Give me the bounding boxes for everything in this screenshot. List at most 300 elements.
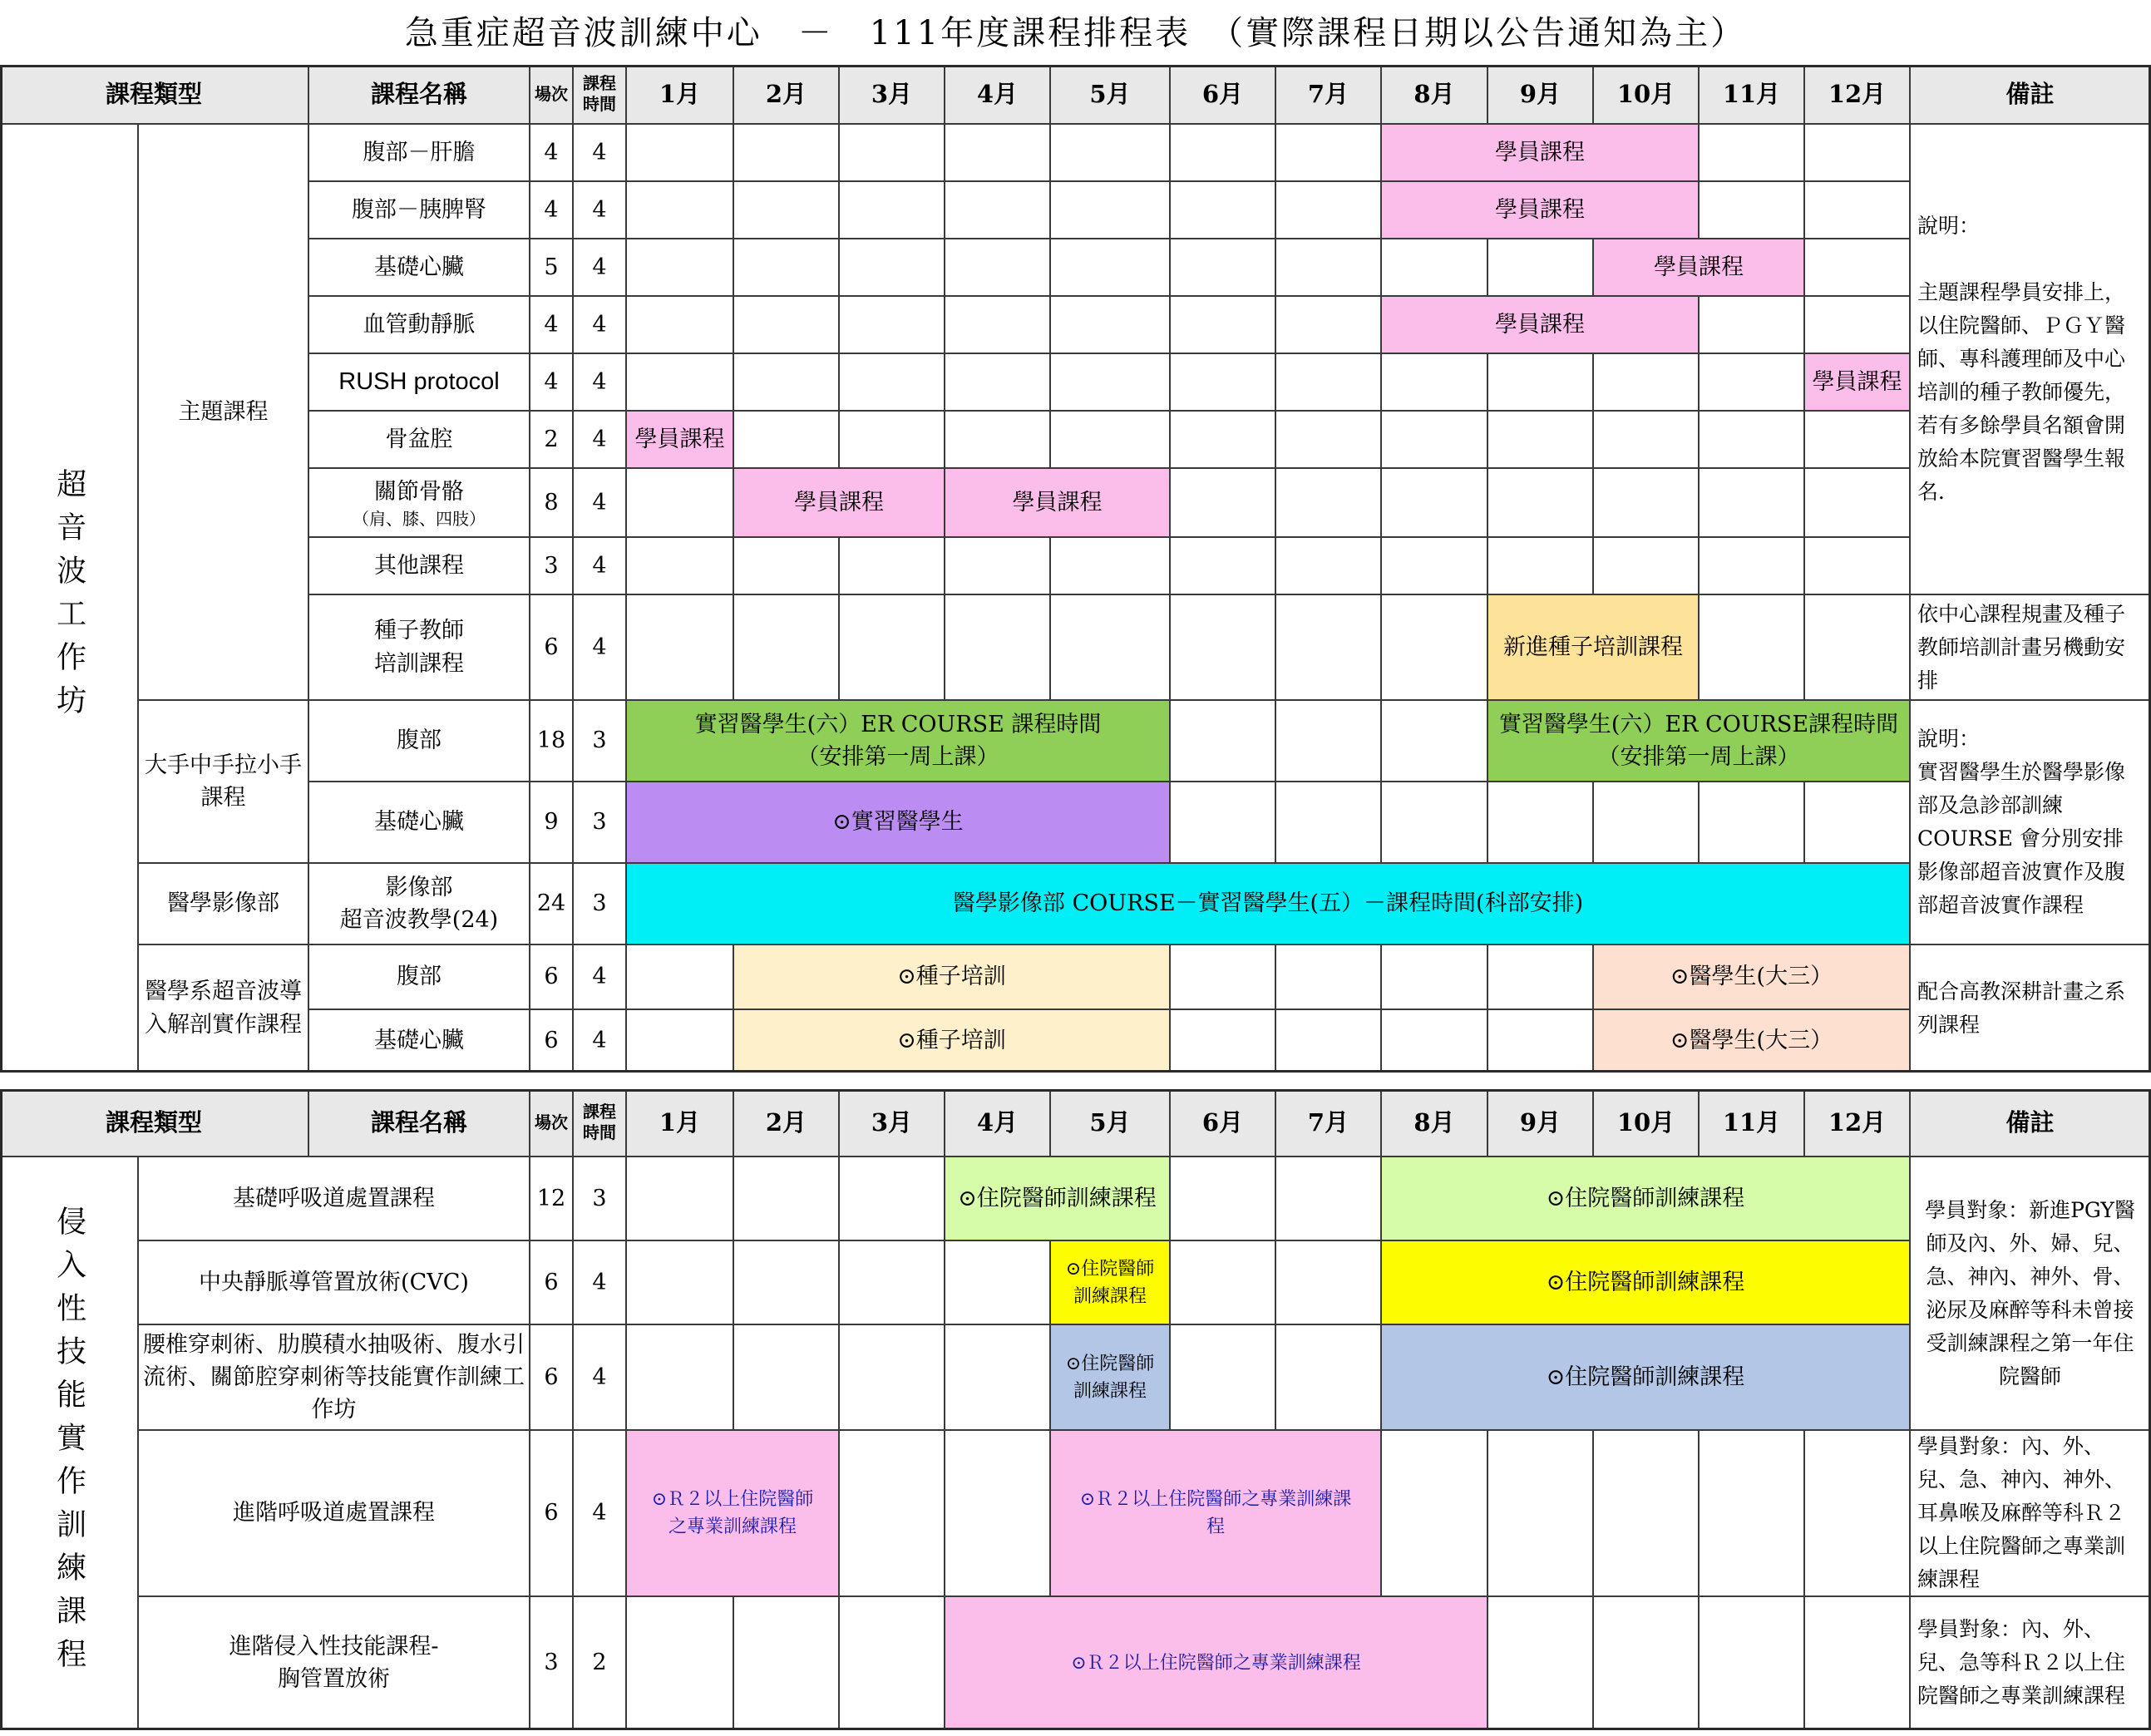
month-cell [1700, 538, 1805, 595]
sessions-count-text: 3 [544, 552, 559, 579]
header-month-text: 2月 [765, 1107, 807, 1137]
month-cell [1805, 1431, 1911, 1597]
remark-note-text: 學員對象：新進PGY醫師及內、外、婦、兒、急、神內、神外、骨、泌尿及麻醉等科未曾接受訓練課程之第一年住院醫師 [1925, 1197, 2135, 1388]
month-cell [840, 1241, 945, 1325]
schedule-bar [627, 412, 734, 469]
month-cell [945, 182, 1051, 239]
subgroup-label [139, 945, 309, 1073]
schedule-bar-text: 學員課程 [1654, 254, 1744, 280]
sessions-count [530, 595, 574, 701]
sessions-count-text: 3 [544, 1650, 559, 1676]
schedule-bar-text: ⊙實習醫學生 [832, 809, 964, 836]
month-cell [734, 412, 840, 469]
sessions-count-text: 6 [544, 1027, 559, 1053]
month-cell [1171, 1157, 1276, 1241]
month-cell [1051, 125, 1171, 182]
header-month [1382, 65, 1488, 125]
course-name-text: 腹部－胰脾腎 [352, 196, 486, 223]
remark-note [1911, 1597, 2151, 1730]
month-cell [1700, 469, 1805, 538]
schedule-bar [1051, 1325, 1171, 1431]
month-cell [1700, 782, 1805, 864]
header-month-text: 5月 [1089, 1107, 1131, 1137]
course-name-text: 影像部 [385, 874, 453, 900]
month-cell [1594, 782, 1700, 864]
month-cell [1805, 595, 1911, 701]
remark-note [1911, 1157, 2151, 1431]
header-month-text: 7月 [1307, 1107, 1349, 1137]
course-name [309, 945, 530, 1010]
course-name-text: 腹部 [397, 727, 442, 754]
hours-count [574, 864, 627, 945]
month-cell [945, 239, 1051, 297]
schedule-bar-subtext: （安排第一周上課） [797, 744, 999, 770]
sessions-count [530, 1157, 574, 1241]
month-cell [945, 595, 1051, 701]
hours-count-text: 4 [592, 254, 607, 280]
month-cell [1171, 782, 1276, 864]
month-cell [1382, 1010, 1488, 1073]
course-name [139, 1597, 530, 1730]
sessions-count [530, 239, 574, 297]
month-cell [1276, 1010, 1382, 1073]
month-cell [1276, 469, 1382, 538]
main-category-text: 侵入性技能實作訓練課程 [52, 1205, 86, 1681]
hours-count-text: 3 [592, 727, 607, 754]
header-month [1488, 1089, 1594, 1157]
schedule-bar [1594, 239, 1805, 297]
month-cell [840, 412, 945, 469]
month-cell [1805, 538, 1911, 595]
month-cell [1276, 1325, 1382, 1431]
schedule-bar-text: 實習醫學生(六）ER COURSE課程時間 [1498, 711, 1899, 737]
month-cell [1382, 239, 1488, 297]
month-cell [1051, 412, 1171, 469]
hours-count-text: 4 [592, 311, 607, 338]
month-cell [1171, 1325, 1276, 1431]
header-month [1051, 65, 1171, 125]
sessions-count-text: 4 [544, 139, 559, 165]
month-cell [1276, 1241, 1382, 1325]
month-cell [840, 595, 945, 701]
sessions-count [530, 538, 574, 595]
schedule-bar-text: 學員課程 [794, 489, 884, 515]
month-cell [1276, 412, 1382, 469]
header-month [840, 65, 945, 125]
header-hours-text: 課程時間 [583, 73, 616, 114]
schedule-bar [1382, 1241, 1911, 1325]
header-month-text: 10月 [1616, 1107, 1675, 1137]
schedule-bar-text: 學員課程 [634, 426, 725, 452]
header-month [1805, 1089, 1911, 1157]
month-cell [840, 239, 945, 297]
month-cell [1276, 782, 1382, 864]
hours-count [574, 469, 627, 538]
header-month [1805, 65, 1911, 125]
header-month-text: 1月 [659, 1107, 701, 1137]
month-cell [1700, 182, 1805, 239]
month-cell [734, 182, 840, 239]
course-name-text: 骨盆腔 [385, 426, 453, 452]
month-cell [945, 538, 1051, 595]
month-cell [1051, 239, 1171, 297]
month-cell [1805, 239, 1911, 297]
remark-note [1911, 1431, 2151, 1597]
course-name [309, 182, 530, 239]
schedule-bar [627, 1431, 840, 1597]
course-name-text: 血管動靜脈 [363, 311, 476, 338]
header-month [627, 1089, 734, 1157]
schedule-bar [1805, 354, 1911, 412]
month-cell [734, 125, 840, 182]
month-cell [1488, 1597, 1594, 1730]
month-cell [1700, 412, 1805, 469]
schedule-bar-text: 學員課程 [1012, 489, 1103, 515]
schedule-bar-text: 學員課程 [1495, 311, 1585, 338]
month-cell [627, 538, 734, 595]
hours-count-text: 4 [592, 552, 607, 579]
header-month-text: 12月 [1828, 1107, 1887, 1137]
course-name-text: 種子教師 [374, 618, 464, 644]
sessions-count [530, 297, 574, 354]
header-month [1594, 65, 1700, 125]
schedule-bar-text: 學員課程 [1495, 196, 1585, 223]
month-cell [1382, 354, 1488, 412]
header-month [734, 1089, 840, 1157]
month-cell [1700, 297, 1805, 354]
month-cell [1171, 182, 1276, 239]
course-name [309, 538, 530, 595]
course-name-text: 中央靜脈導管置放術(CVC) [199, 1269, 469, 1295]
header-month-text: 2月 [765, 79, 807, 108]
month-cell [1276, 239, 1382, 297]
schedule-bar-text: ⊙住院醫師訓練課程 [958, 1185, 1157, 1211]
hours-count-text: 4 [592, 1364, 607, 1390]
month-cell [1171, 945, 1276, 1010]
month-cell [1805, 1597, 1911, 1730]
sessions-count [530, 1431, 574, 1597]
month-cell [1488, 1431, 1594, 1597]
month-cell [945, 354, 1051, 412]
month-cell [945, 1241, 1051, 1325]
month-cell [1171, 538, 1276, 595]
schedule-bar [1051, 1241, 1171, 1325]
header-name-text: 課程名稱 [370, 1107, 467, 1137]
schedule-bar-text: ⊙種子培訓 [897, 964, 1006, 990]
month-cell [1171, 125, 1276, 182]
hours-count-text: 3 [592, 1185, 607, 1211]
header-month [1276, 1089, 1382, 1157]
month-cell [840, 1597, 945, 1730]
hours-count [574, 1010, 627, 1073]
month-cell [840, 354, 945, 412]
month-cell [734, 1597, 840, 1730]
schedule-bar-text: 學員課程 [1495, 139, 1585, 165]
header-month-text: 8月 [1413, 1107, 1455, 1137]
month-cell [734, 595, 840, 701]
schedule-bar [945, 1597, 1488, 1730]
header-month [1382, 1089, 1488, 1157]
month-cell [1700, 1431, 1805, 1597]
header-month-text: 12月 [1828, 79, 1887, 108]
month-cell [627, 945, 734, 1010]
hours-count-text: 4 [592, 368, 607, 395]
header-remarks-text: 備註 [2005, 79, 2055, 108]
month-cell [840, 297, 945, 354]
header-month [945, 65, 1051, 125]
sessions-count-text: 6 [544, 964, 559, 990]
schedule-bar [1051, 1431, 1382, 1597]
header-name-text: 課程名稱 [370, 79, 467, 108]
hours-count [574, 182, 627, 239]
month-cell [1805, 469, 1911, 538]
remark-note [1911, 945, 2151, 1073]
hours-count [574, 239, 627, 297]
month-cell [1594, 354, 1700, 412]
month-cell [1805, 782, 1911, 864]
schedule-bar [734, 469, 945, 538]
month-cell [1700, 1597, 1805, 1730]
month-cell [627, 1325, 734, 1431]
schedule-bar [945, 469, 1171, 538]
header-month [1171, 65, 1276, 125]
month-cell [1276, 182, 1382, 239]
month-cell [945, 412, 1051, 469]
sessions-count [530, 1241, 574, 1325]
course-name [309, 469, 530, 538]
course-name-subtext: （肩、膝、四肢） [353, 508, 486, 529]
header-month-text: 9月 [1519, 1107, 1561, 1137]
month-cell [1171, 1010, 1276, 1073]
month-cell [734, 297, 840, 354]
month-cell [627, 469, 734, 538]
hours-count-text: 4 [592, 139, 607, 165]
header-month [1276, 65, 1382, 125]
sessions-count-text: 18 [536, 727, 566, 754]
header-month [1171, 1089, 1276, 1157]
remark-note-text: 學員對象：內、外、兒、急等科Ｒ２以上住院醫師之專業訓練課程 [1917, 1617, 2126, 1708]
month-cell [1051, 297, 1171, 354]
hours-count-text: 4 [592, 1269, 607, 1295]
month-cell [1594, 469, 1700, 538]
month-cell [840, 182, 945, 239]
month-cell [627, 239, 734, 297]
sessions-count [530, 354, 574, 412]
month-cell [1382, 469, 1488, 538]
header-month [840, 1089, 945, 1157]
month-cell [1700, 125, 1805, 182]
schedule-bar [627, 782, 1171, 864]
month-cell [840, 1431, 945, 1597]
month-cell [1276, 538, 1382, 595]
month-cell [1382, 1431, 1488, 1597]
month-cell [1488, 1010, 1594, 1073]
header-hours [574, 1089, 627, 1157]
header-month [1051, 1089, 1171, 1157]
schedule-bar [1382, 125, 1700, 182]
schedule-bar [945, 1157, 1171, 1241]
course-name-text: 腹部 [397, 964, 442, 990]
schedule-bar [1488, 701, 1911, 782]
subgroup-label [139, 701, 309, 864]
sessions-count-text: 4 [544, 311, 559, 338]
month-cell [1700, 354, 1805, 412]
course-name-text: 關節骨骼 [374, 479, 464, 506]
header-month [627, 65, 734, 125]
month-cell [627, 354, 734, 412]
sessions-count-text: 2 [544, 426, 559, 452]
schedule-bar-text: ⊙醫學生(大三） [1670, 964, 1833, 990]
sessions-count [530, 1010, 574, 1073]
month-cell [1805, 412, 1911, 469]
schedule-bar-text: ⊙住院醫師訓練課程 [1546, 1364, 1745, 1390]
course-name-subtext: 培訓課程 [374, 650, 464, 677]
month-cell [1488, 945, 1594, 1010]
hours-count-text: 4 [592, 196, 607, 223]
sessions-count-text: 8 [544, 489, 559, 515]
schedule-bar [1594, 945, 1911, 1010]
month-cell [1171, 595, 1276, 701]
course-name-text: 基礎呼吸道處置課程 [233, 1185, 435, 1211]
main-category [0, 1157, 139, 1730]
schedule-bar-text: 新進種子培訓課程 [1503, 634, 1683, 660]
schedule-bar [734, 945, 1171, 1010]
sessions-count [530, 182, 574, 239]
course-name [309, 1010, 530, 1073]
schedule-bar [627, 701, 1171, 782]
course-name [139, 1325, 530, 1431]
month-cell [1051, 595, 1171, 701]
course-name-text: 其他課程 [374, 552, 464, 579]
month-cell [1594, 1431, 1700, 1597]
course-name-subtext: 胸管置放術 [278, 1666, 390, 1692]
main-category-text: 超音波工作坊 [52, 468, 86, 727]
header-month-text: 11月 [1722, 79, 1781, 108]
month-cell [1276, 945, 1382, 1010]
header-month-text: 4月 [976, 1107, 1019, 1137]
schedule-bar-text: ⊙Ｒ２以上住院醫師之專業訓練課 [1079, 1489, 1352, 1510]
hours-count [574, 701, 627, 782]
subgroup-label-text: 大手中手拉小手課程 [145, 752, 302, 811]
sessions-count-text: 12 [536, 1185, 566, 1211]
hours-count [574, 1157, 627, 1241]
header-month-text: 8月 [1413, 79, 1455, 108]
month-cell [1488, 412, 1594, 469]
schedule-bar-text: 醫學影像部 COURSE－實習醫學生(五）－課程時間(科部安排) [952, 890, 1584, 917]
month-cell [945, 1431, 1051, 1597]
hours-count-text: 3 [592, 809, 607, 836]
month-cell [1382, 595, 1488, 701]
header-sessions-text: 場次 [535, 1112, 568, 1132]
month-cell [627, 1597, 734, 1730]
schedule-bar-text: ⊙種子培訓 [897, 1027, 1006, 1053]
header-remarks-text: 備註 [2005, 1107, 2055, 1137]
sessions-count-text: 24 [536, 890, 566, 917]
sessions-count [530, 864, 574, 945]
course-name [139, 1241, 530, 1325]
month-cell [1805, 297, 1911, 354]
month-cell [1171, 239, 1276, 297]
schedule-bar-text: ⊙住院醫師 [1065, 1258, 1155, 1280]
hours-count-text: 4 [592, 426, 607, 452]
header-sessions-text: 場次 [535, 83, 568, 104]
header-hours [574, 65, 627, 125]
header-month-text: 1月 [659, 79, 701, 108]
schedule-bar-text: 學員課程 [1812, 368, 1902, 395]
month-cell [627, 125, 734, 182]
schedule-bar [1382, 182, 1700, 239]
month-cell [1488, 469, 1594, 538]
course-name-text: 腹部－肝膽 [363, 139, 476, 165]
schedule-bar-subtext: 訓練課程 [1073, 1285, 1147, 1307]
course-name-text: RUSH protocol [338, 368, 500, 396]
hours-count [574, 412, 627, 469]
month-cell [1488, 354, 1594, 412]
sessions-count-text: 9 [544, 809, 559, 836]
header-category [0, 1089, 309, 1157]
month-cell [840, 1325, 945, 1431]
schedule-bar-subtext: 之專業訓練課程 [668, 1517, 797, 1537]
schedule-bar-text: ⊙Ｒ２以上住院醫師之專業訓練課程 [1071, 1652, 1361, 1674]
hours-count-text: 4 [592, 489, 607, 515]
sessions-count-text: 6 [544, 634, 559, 660]
month-cell [734, 538, 840, 595]
schedule-bar-text: ⊙Ｒ２以上住院醫師 [651, 1489, 814, 1510]
schedule-bar-text: ⊙住院醫師訓練課程 [1546, 1269, 1745, 1295]
hours-count-text: 4 [592, 1027, 607, 1053]
month-cell [1171, 701, 1276, 782]
course-name [309, 701, 530, 782]
remark-note-text: 學員對象：內、外、兒、急、神內、神外、耳鼻喉及麻醉等科Ｒ２以上住院醫師之專業訓練課程 [1917, 1434, 2126, 1591]
course-name-text: 腰椎穿刺術、肋膜積水抽吸術、腹水引流術、關節腔穿刺術等技能實作訓練工作坊 [143, 1331, 525, 1423]
month-cell [1382, 412, 1488, 469]
sessions-count [530, 1597, 574, 1730]
month-cell [1276, 595, 1382, 701]
hours-count [574, 297, 627, 354]
month-cell [1276, 125, 1382, 182]
month-cell [945, 297, 1051, 354]
month-cell [734, 1241, 840, 1325]
header-month [945, 1089, 1051, 1157]
course-name-text: 基礎心臟 [374, 254, 464, 280]
schedule-bar-text: ⊙住院醫師 [1065, 1353, 1155, 1374]
remark-note [1911, 701, 2151, 945]
month-cell [1382, 538, 1488, 595]
course-name [139, 1431, 530, 1597]
sessions-count [530, 782, 574, 864]
month-cell [1594, 538, 1700, 595]
schedule-bar [1382, 297, 1700, 354]
month-cell [627, 182, 734, 239]
header-category-text: 課程類型 [105, 79, 202, 108]
header-month-text: 4月 [976, 79, 1019, 108]
header-month-text: 10月 [1616, 79, 1675, 108]
month-cell [840, 1157, 945, 1241]
month-cell [1594, 1597, 1700, 1730]
sessions-count [530, 469, 574, 538]
month-cell [1171, 412, 1276, 469]
course-name [139, 1157, 530, 1241]
month-cell [627, 1157, 734, 1241]
remark-note-text: 說明： 實習醫學生於醫學影像部及急診部訓練COURSE 會分別安排影像部超音波實作及腹部超音波實作課程 [1917, 727, 2126, 917]
sessions-count-text: 4 [544, 368, 559, 395]
header-remarks [1911, 1089, 2151, 1157]
header-month [1488, 65, 1594, 125]
remark-note-text: 配合高教深耕計畫之系列課程 [1917, 979, 2126, 1037]
month-cell [1488, 782, 1594, 864]
month-cell [1382, 782, 1488, 864]
header-month-text: 6月 [1201, 1107, 1244, 1137]
